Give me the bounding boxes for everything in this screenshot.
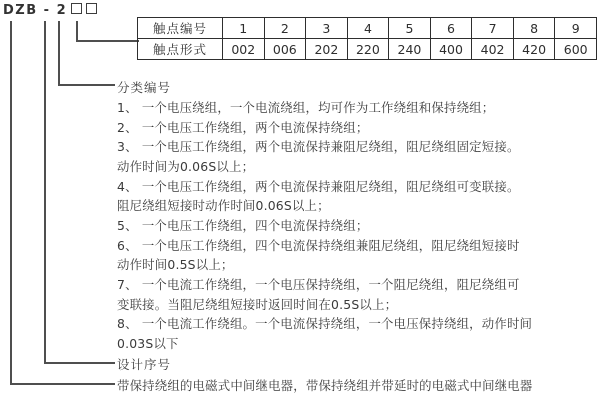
classification-line: 4、 一个电压工作绕组，两个电流保持兼阻尼绕组，阻尼绕组可变联接。 <box>117 178 520 194</box>
classification-line: 7、 一个电流工作绕组，一个电压保持绕组，一个阻尼绕组，阻尼绕组可 <box>117 276 520 292</box>
classification-line: 动作时间0.5S以上； <box>117 257 234 273</box>
classification-descriptions <box>117 98 592 354</box>
leader-line-contact-table <box>76 21 139 42</box>
model-code <box>3 3 97 18</box>
table-cell: 8 <box>513 18 555 39</box>
table-row-contact-number <box>138 18 597 39</box>
model-digit-box-1 <box>71 3 82 14</box>
classification-line: 8、 一个电流工作绕组。一个电流保持绕组，一个电压保持绕组，动作时间 <box>117 316 533 332</box>
model-digit-box-2 <box>86 3 97 14</box>
table-cell: 1 <box>223 18 265 39</box>
table-cell: 400 <box>430 39 472 60</box>
table-cell: 7 <box>472 18 514 39</box>
classification-line: 5、 一个电压工作绕组，四个电流保持绕组； <box>117 217 369 233</box>
classification-line: 3、 一个电压工作绕组，两个电流保持兼阻尼绕组，阻尼绕组固定短接。 <box>117 139 520 155</box>
table-cell: 5 <box>389 18 431 39</box>
table-cell: 220 <box>347 39 389 60</box>
table-cell: 4 <box>347 18 389 39</box>
relay-type-label: 带保持绕组的电磁式中间继电器，带保持绕组并带延时的电磁式中间继电器 <box>117 378 533 393</box>
table-cell: 006 <box>264 39 306 60</box>
table-cell: 240 <box>389 39 431 60</box>
row-header-contact-number: 触点编号 <box>138 18 223 39</box>
table-cell: 2 <box>264 18 306 39</box>
row-header-contact-form: 触点形式 <box>138 39 223 60</box>
model-prefix: DZB - 2 <box>3 3 68 18</box>
classification-line: 变联接。当阻尼绕组短接时返回时间在0.5S以上； <box>117 296 398 312</box>
table-row-contact-form <box>138 39 597 60</box>
table-cell: 9 <box>555 18 597 39</box>
table-cell: 202 <box>306 39 348 60</box>
classification-line: 2、 一个电压工作绕组，两个电流保持绕组； <box>117 119 369 135</box>
classification-line: 阻尼绕组短接时动作时间0.06S以上； <box>117 198 330 214</box>
table-cell: 420 <box>513 39 555 60</box>
classification-line: 1、 一个电压绕组，一个电流绕组，均可作为工作绕组和保持绕组； <box>117 100 495 115</box>
table-cell: 6 <box>430 18 472 39</box>
contact-form-table <box>137 17 597 60</box>
classification-line: 动作时间为0.06S以上； <box>117 158 255 174</box>
table-cell: 002 <box>223 39 265 60</box>
classification-line: 0.03S以下 <box>117 335 179 351</box>
table-cell: 600 <box>555 39 597 60</box>
design-serial-label: 设计序号 <box>117 357 172 372</box>
classification-label: 分类编号 <box>117 80 172 95</box>
table-cell: 3 <box>306 18 348 39</box>
table-cell: 402 <box>472 39 514 60</box>
classification-line: 6、 一个电压工作绕组，四个电流保持绕组兼阻尼绕组，阻尼绕组短接时 <box>117 237 520 253</box>
